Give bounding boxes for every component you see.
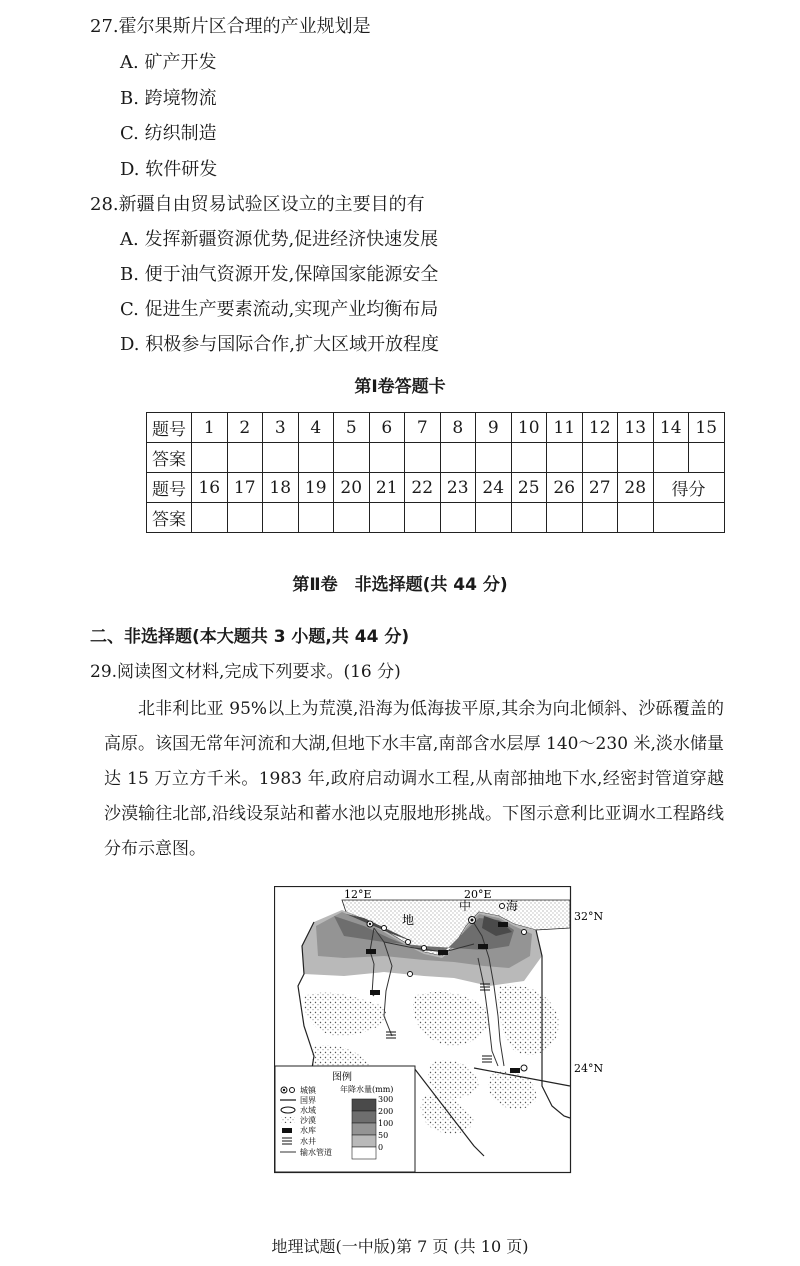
precip-swatch <box>352 1123 376 1135</box>
question-number: 19 <box>298 473 334 503</box>
q27-stem: 27.霍尔果斯片区合理的产业规划是 <box>90 16 371 37</box>
question-number: 10 <box>511 413 547 443</box>
q29-stem: 29.阅读图文材料,完成下列要求。(16 分) <box>90 662 401 682</box>
answer-cell[interactable] <box>192 443 228 473</box>
legend-label: 城镇 <box>300 1086 316 1095</box>
town <box>382 926 387 931</box>
question-number: 24 <box>476 473 512 503</box>
q28-stem: 28.新疆自由贸易试验区设立的主要目的有 <box>90 194 425 215</box>
answer-cell[interactable] <box>334 503 370 533</box>
question-number: 14 <box>653 413 689 443</box>
precip-value-label: 200 <box>378 1107 394 1116</box>
question-number: 11 <box>547 413 583 443</box>
answer-cell[interactable] <box>227 503 263 533</box>
reservoir <box>366 949 376 954</box>
q27-option-c: C. 纺织制造 <box>120 123 217 144</box>
answer-card-row <box>147 473 725 503</box>
answer-cell[interactable] <box>440 503 476 533</box>
lat-label-24n: 24°N <box>574 1062 604 1075</box>
answer-cell[interactable] <box>689 443 725 473</box>
answer-label: 答案 <box>147 443 192 473</box>
town <box>522 930 527 935</box>
precip-swatch <box>352 1099 376 1111</box>
answer-cell[interactable] <box>476 443 512 473</box>
answer-cell[interactable] <box>618 443 654 473</box>
answer-card-table <box>146 412 725 533</box>
answer-cell[interactable] <box>653 443 689 473</box>
question-number: 16 <box>192 473 228 503</box>
answer-cell[interactable] <box>547 443 583 473</box>
precip-value-label: 300 <box>378 1095 394 1104</box>
question-number: 3 <box>263 413 299 443</box>
question-number: 12 <box>582 413 618 443</box>
section-title: 第Ⅱ卷 非选择题(共 44 分) <box>292 575 508 595</box>
part-heading: 二、非选择题(本大题共 3 小题,共 44 分) <box>90 627 410 647</box>
lat-label-32n: 32°N <box>574 910 604 923</box>
precip-swatch <box>352 1135 376 1147</box>
q28-option-b: B. 便于油气资源开发,保障国家能源安全 <box>120 264 439 285</box>
legend-town-icon <box>283 1089 285 1091</box>
q29-material <box>104 692 724 867</box>
q27-option-d: D. 软件研发 <box>120 159 218 180</box>
question-number: 28 <box>618 473 654 503</box>
precip-swatch <box>352 1147 376 1159</box>
legend-desert-icon <box>281 1117 295 1123</box>
answer-card-title: 第Ⅰ卷答题卡 <box>354 377 446 397</box>
question-number: 2 <box>227 413 263 443</box>
answer-cell[interactable] <box>511 503 547 533</box>
lon-label-20e: 20°E <box>464 888 492 901</box>
answer-cell[interactable] <box>405 443 441 473</box>
answer-cell[interactable] <box>334 443 370 473</box>
question-number: 25 <box>511 473 547 503</box>
reservoir <box>510 1068 520 1073</box>
legend-town-icon <box>290 1088 295 1093</box>
town <box>408 972 413 977</box>
q28-option-d: D. 积极参与国际合作,扩大区域开放程度 <box>120 334 439 355</box>
number-label: 题号 <box>147 473 192 503</box>
q27-option-a: A. 矿产开发 <box>120 52 217 73</box>
town <box>422 946 427 951</box>
town <box>500 904 505 909</box>
reservoir <box>370 990 380 995</box>
answer-cell[interactable] <box>511 443 547 473</box>
legend-label: 水井 <box>300 1137 316 1146</box>
town <box>406 940 411 945</box>
answer-cell[interactable] <box>582 503 618 533</box>
q29-paragraph: 北非利比亚 95%以上为荒漠,沿海为低海拔平原,其余为向北倾斜、沙砾覆盖的高原。该国无常年河流和大湖,但地下水丰富,南部含水层厚 140～230 米,淡水储量达 15 万立方千米。1983 年,政府启动调水工程,从南部抽地下水,经密封管道穿越沙漠输往北部,沿线设泵站和蓄水池以克服地形挑战。下图示意利比亚调水工程路线分布示意图。 <box>104 699 724 859</box>
question-number: 8 <box>440 413 476 443</box>
question-number: 1 <box>192 413 228 443</box>
sea-label: 中 <box>459 899 472 913</box>
answer-cell[interactable] <box>263 443 299 473</box>
question-number: 18 <box>263 473 299 503</box>
answer-card-row <box>147 443 725 473</box>
sea-label: 地 <box>402 913 415 927</box>
question-number: 4 <box>298 413 334 443</box>
answer-cell[interactable] <box>263 503 299 533</box>
legend-reservoir-icon <box>282 1128 292 1133</box>
q28-option-c: C. 促进生产要素流动,实现产业均衡布局 <box>120 299 439 320</box>
precip-value-label: 100 <box>378 1119 394 1128</box>
reservoir <box>478 944 488 949</box>
answer-cell[interactable] <box>298 443 334 473</box>
answer-card-row <box>147 503 725 533</box>
question-number: 7 <box>405 413 441 443</box>
sea-label: 海 <box>506 899 519 913</box>
question-number: 13 <box>618 413 654 443</box>
score-label: 得分 <box>653 473 724 503</box>
answer-cell[interactable] <box>298 503 334 533</box>
legend-title: 图例 <box>332 1072 352 1083</box>
question-number: 17 <box>227 473 263 503</box>
answer-cell[interactable] <box>405 503 441 533</box>
answer-cell[interactable] <box>227 443 263 473</box>
answer-cell[interactable] <box>476 503 512 533</box>
question-number: 22 <box>405 473 441 503</box>
answer-cell[interactable] <box>369 503 405 533</box>
precip-swatch <box>352 1111 376 1123</box>
number-label: 题号 <box>147 413 192 443</box>
legend-label: 水域 <box>300 1106 316 1115</box>
answer-label: 答案 <box>147 503 192 533</box>
question-number: 23 <box>440 473 476 503</box>
question-number: 9 <box>476 413 512 443</box>
answer-card-row <box>147 413 725 443</box>
libya-map <box>274 886 634 1176</box>
precip-value-label: 0 <box>378 1143 384 1152</box>
answer-cell[interactable] <box>582 443 618 473</box>
reservoir <box>438 950 448 955</box>
question-number: 15 <box>689 413 725 443</box>
question-number: 20 <box>334 473 370 503</box>
town <box>369 923 371 925</box>
answer-cell[interactable] <box>547 503 583 533</box>
reservoir <box>498 922 508 927</box>
answer-cell[interactable] <box>369 443 405 473</box>
legend-water-icon <box>281 1107 295 1113</box>
answer-cell[interactable] <box>192 503 228 533</box>
precip-title: 年降水量(mm) <box>340 1085 394 1094</box>
q28-option-a: A. 发挥新疆资源优势,促进经济快速发展 <box>120 229 439 250</box>
legend-label: 输水管道 <box>300 1148 332 1157</box>
legend-label: 水库 <box>300 1126 316 1135</box>
legend-label: 国界 <box>300 1096 316 1105</box>
question-number: 27 <box>582 473 618 503</box>
question-number: 21 <box>369 473 405 503</box>
question-number: 6 <box>369 413 405 443</box>
precip-value-label: 50 <box>378 1131 389 1140</box>
score-cell[interactable] <box>653 503 724 533</box>
answer-cell[interactable] <box>618 503 654 533</box>
q27-option-b: B. 跨境物流 <box>120 88 217 109</box>
legend-label: 沙漠 <box>300 1116 316 1125</box>
town <box>521 1065 527 1071</box>
page-footer: 地理试题(一中版)第 7 页 (共 10 页) <box>271 1237 529 1256</box>
lon-label-12e: 12°E <box>344 888 372 901</box>
question-number: 26 <box>547 473 583 503</box>
question-number: 5 <box>334 413 370 443</box>
answer-cell[interactable] <box>440 443 476 473</box>
town <box>471 919 474 922</box>
